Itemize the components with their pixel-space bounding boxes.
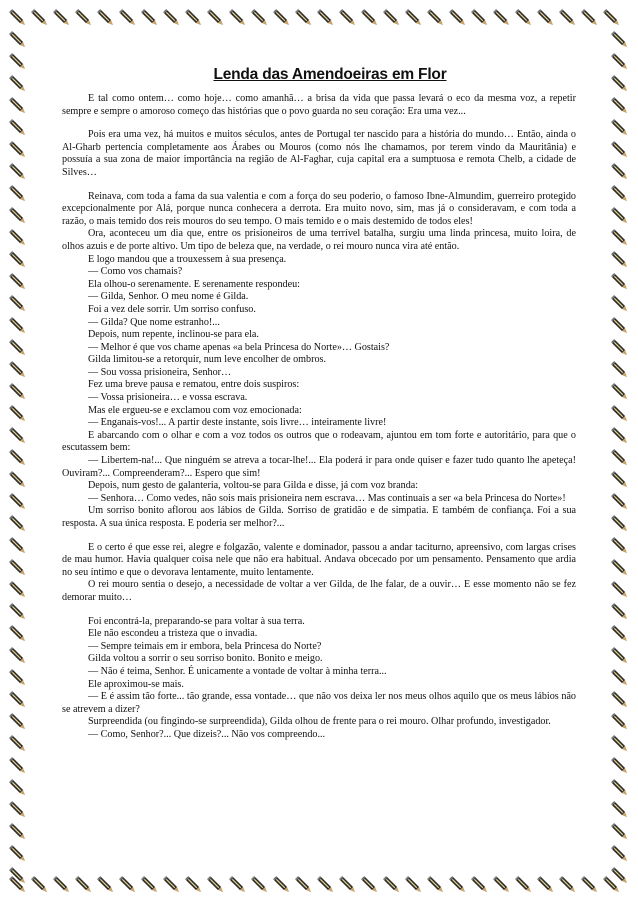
paragraph: Um sorriso bonito aflorou aos lábios de Gilda. Sorriso de gratidão e de simpatia. E também de confiança. Foi a sua resposta. A sua única resposta. E poderia ser melhor?... [62,505,576,529]
paragraph: Foi a vez dele sorrir. Um sorriso confuso. [88,303,256,315]
paragraph: — Senhora… Como vedes, não sois mais prisioneira nem escrava… Mas continuais a ser «a bela Princesa do Norte»! [88,492,566,504]
paragraph: Foi encontrá-la, preparando-se para voltar à sua terra. [88,615,305,627]
paragraph: — Não é teima, Senhor. É unicamente a vontade de voltar à minha terra... [88,665,387,677]
paragraph: — Melhor é que vos chame apenas «a bela Princesa do Norte»… Gostais? [88,341,390,353]
paragraph: — Como vos chamais? [88,266,183,278]
paragraph: — Sou vossa prisioneira, Senhor… [88,366,232,378]
paragraph: Depois, num gesto de galanteria, voltou-se para Gilda e disse, já com voz branda: [88,480,419,492]
paragraph: — Como, Senhor?... Que dizeis?... Não vos compreendo... [88,728,326,740]
paragraph: Gilda voltou a sorrir o seu sorriso bonito. Bonito e meigo. [88,653,323,665]
paragraph: E abarcando com o olhar e com a voz todos os outros que o rodeavam, ajuntou em tom forte e autoritário, para que o escutassem bem: [62,429,576,454]
paragraph: Ela olhou-o serenamente. E serenamente respondeu: [88,278,300,290]
paragraph: O rei mouro sentia o desejo, a necessidade de voltar a ver Gilda, de lhe falar, de a ouvir… E esse momento não se fez demorar muito… [62,579,576,603]
paragraph: Mas ele ergueu-se e exclamou com voz emocionada: [88,404,302,416]
paragraph: Gilda limitou-se a retorquir, num leve encolher de ombros. [88,354,327,366]
paragraph: Surpreendida (ou fingindo-se surpreendida), Gilda olhou de frente para o rei mouro. Olhar profundo, investigador. [88,716,551,728]
paragraph: Depois, num repente, inclinou-se para ela. [88,329,259,341]
document-body [62,93,576,742]
paragraph: Pois era uma vez, há muitos e muitos séculos, antes de Portugal ter nascido para a história do mundo… Então, ainda o Al-Gharb pertencia completamente aos Árabes ou Mouros (como nós lhe chamamos, por terem vindo da Mauritânia) e possuía a sua zona de maior importância na região de Al-Faghar, cuja capital era a sumptuosa e remota Chelb, a cidade de Silves… [62,129,576,178]
paragraph: Ele não escondeu a tristeza que o invadia. [88,628,258,640]
paragraph: — Libertem-na!... Que ninguém se atreva a tocar-lhe!... Ela poderá ir para onde quiser e fazer tudo quanto lhe apeteça! Ouviram?... Compreenderam?... Espero que sim! [62,455,576,479]
document-page [62,66,576,856]
paragraph: — Gilda, Senhor. O meu nome é Gilda. [88,291,249,303]
paragraph: Ora, aconteceu um dia que, entre os prisioneiros de uma terrível batalha, surgiu uma linda princesa, muito loira, de olhos azuis e de porte altivo. Um tipo de beleza que, na verdade, o rei mouro nunca vira até então. [62,228,576,252]
paragraph: — Vossa prisioneira… e vossa escrava. [88,392,248,404]
document-title: Lenda das Amendoeiras em Flor [213,66,447,83]
paragraph: — Sempre teimais em ir embora, bela Princesa do Norte? [88,640,322,652]
paragraph: — Gilda? Que nome estranho!... [88,316,220,328]
paragraph: Fez uma breve pausa e rematou, entre dois suspiros: [88,379,300,391]
paragraph: Reinava, com toda a fama da sua valentia e com a força do seu poderio, o famoso Ibne-Almundim, guerreiro protegido excepcionalmente por Alá, porque nunca conhecera a derrota. Era muito novo, sim, mas já o consideravam, e com toda a razão, o mais temido dos reis mouros do seu tempo. O mais temido e o mais destemido de todos eles! [62,190,576,227]
paragraph: — Enganais-vos!... A partir deste instante, sois livre… inteiramente livre! [88,417,387,429]
paragraph: Ele aproximou-se mais. [88,678,184,690]
paragraph: E o certo é que esse rei, alegre e folgazão, valente e dominador, passou a andar taciturno, apreensivo, com largas crises de mau humor. Havia qualquer coisa nele que não era habitual. Andava obcecado por um pensamento. Pensamento que ardia no seu íntimo e que o devorava lentamente, muito lentamente. [62,541,576,578]
paragraph: — E é assim tão forte... tão grande, essa vontade… que não vos deixa ler nos meus olhos aquilo que os meus lábios não se atrevem a dizer? [62,691,576,715]
paragraph: E logo mandou que a trouxessem à sua presença. [88,253,287,265]
paragraph: E tal como ontem… como hoje… como amanhã… a brisa da vida que passa levará o eco da mesma voz, a repetir sempre e sempre o amoroso começo das histórias que o povo guarda no seu coração: Era uma vez... [62,93,576,117]
